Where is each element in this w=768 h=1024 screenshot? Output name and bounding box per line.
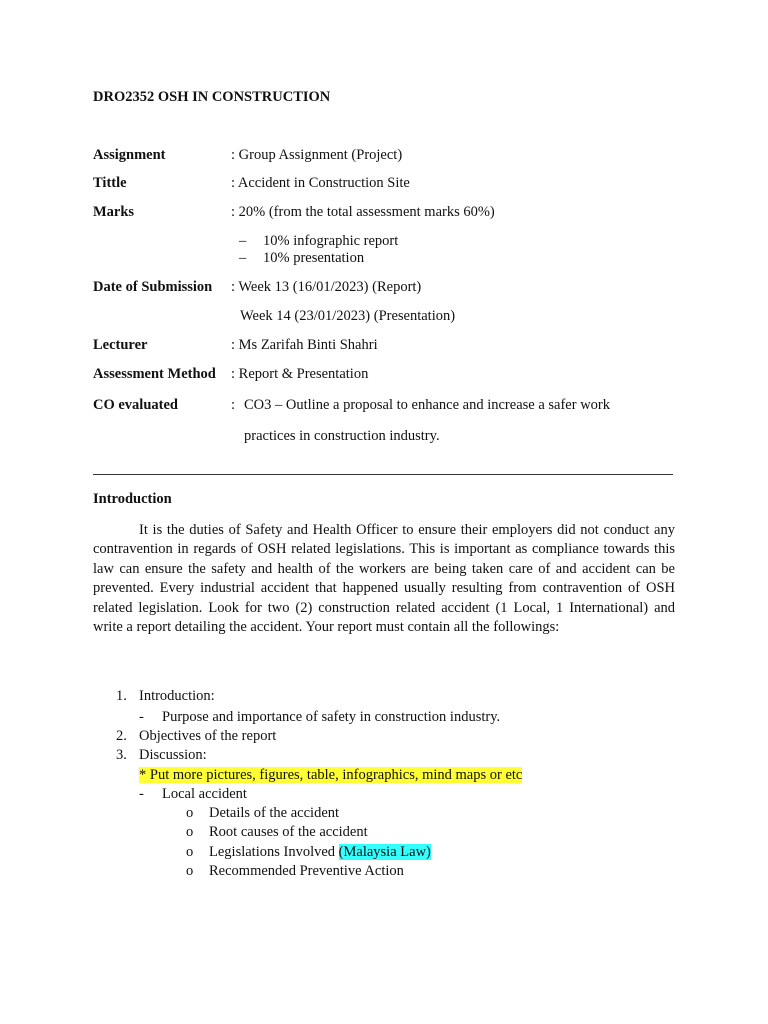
list-item-introduction: Introduction: <box>139 688 215 704</box>
co-value-2: practices in construction industry. <box>244 428 440 444</box>
lecturer-label: Lecturer <box>93 337 148 353</box>
list-number: 1. <box>116 688 127 704</box>
marks-sub-item: 10% presentation <box>263 250 365 266</box>
list-subitem-local-accident: Local accident <box>162 786 247 802</box>
assignment-label: Assignment <box>93 147 166 163</box>
introduction-paragraph: It is the duties of Safety and Health Officer to ensure their employers did not conduct any contravention in regards of OSH related legislations. This is important as compliance towards this law can ensure the safety and health of the workers are being taken care of and accident can be prevented. Every industrial accident that happened usually resulting from contravention of OSH related legislation. Look for two (2) construction related accident (1 Local, 1 International) and write a report detailing the accident. Your report must contain all the followings: <box>93 522 675 636</box>
marks-value: : 20% (from the total assessment marks 60%) <box>231 204 495 220</box>
marks-sub-bullet: – <box>239 250 247 266</box>
sub-item-preventive-action: Recommended Preventive Action <box>209 863 404 879</box>
yellow-highlight: * Put more pictures, figures, table, infographics, mind maps or etc <box>139 767 523 783</box>
title-value: : Accident in Construction Site <box>231 175 410 191</box>
marks-sub-bullet: – <box>239 233 247 249</box>
sub-item-details: Details of the accident <box>209 805 340 821</box>
marks-label: Marks <box>93 204 135 220</box>
circle-bullet: o <box>186 824 194 840</box>
highlighted-note <box>139 766 522 784</box>
submission-value: : Week 13 (16/01/2023) (Report) <box>231 279 422 295</box>
legislations-text: Legislations Involved <box>209 844 339 860</box>
sub-item-root-causes: Root causes of the accident <box>209 824 368 840</box>
list-item-objectives: Objectives of the report <box>139 728 277 744</box>
circle-bullet: o <box>186 844 194 860</box>
method-label: Assessment Method <box>93 366 216 382</box>
marks-sub-item: 10% infographic report <box>263 233 399 249</box>
circle-bullet: o <box>186 863 194 879</box>
dash-bullet: - <box>139 786 144 802</box>
list-item-discussion: Discussion: <box>139 747 207 763</box>
co-colon: : <box>231 397 236 413</box>
submission-label: Date of Submission <box>93 279 213 295</box>
submission-value-2: Week 14 (23/01/2023) (Presentation) <box>240 308 456 324</box>
method-value: : Report & Presentation <box>231 366 369 382</box>
introduction-heading: Introduction <box>93 491 172 507</box>
list-number: 3. <box>116 747 127 763</box>
document-title: DRO2352 OSH IN CONSTRUCTION <box>93 89 331 105</box>
circle-bullet: o <box>186 805 194 821</box>
list-number: 2. <box>116 728 127 744</box>
cyan-highlight: (Malaysia Law) <box>338 844 431 860</box>
title-label: Tittle <box>93 175 127 191</box>
assignment-value: : Group Assignment (Project) <box>231 147 403 163</box>
lecturer-value: : Ms Zarifah Binti Shahri <box>231 337 378 353</box>
divider-line <box>93 474 673 475</box>
sub-item-legislations <box>209 843 431 861</box>
co-label: CO evaluated <box>93 397 178 413</box>
list-subitem-purpose: Purpose and importance of safety in construction industry. <box>162 709 501 725</box>
co-value: CO3 – Outline a proposal to enhance and increase a safer work <box>244 397 610 413</box>
dash-bullet: - <box>139 709 144 725</box>
